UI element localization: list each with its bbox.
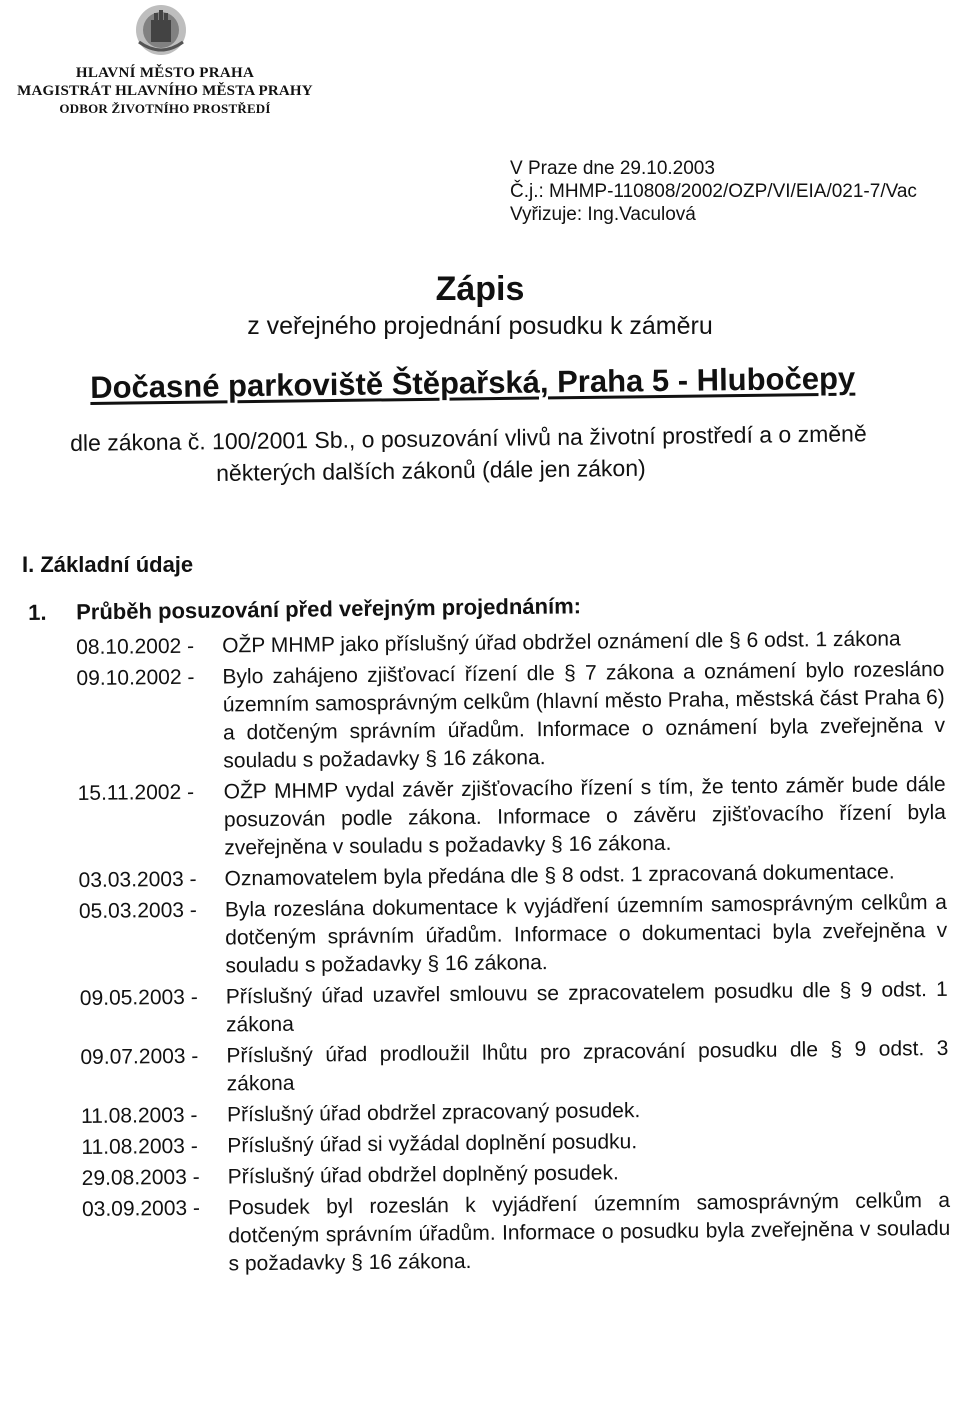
entry-text: Příslušný úřad prodloužil lhůtu pro zpracování posudku dle § 9 odst. 3 zákona: [226, 1036, 949, 1096]
entry-text: Příslušný úřad obdržel doplněný posudek.: [227, 1161, 619, 1189]
prague-coat-of-arms-logo: [133, 2, 189, 58]
timeline-list: [76, 625, 960, 1283]
header-magistrate: MAGISTRÁT HLAVNÍHO MĚSTA PRAHY: [17, 83, 313, 99]
entry-date: 11.08.2003 -: [80, 1103, 198, 1128]
document-subtitle: z veřejného projednání posudku k záměru: [247, 312, 713, 340]
subsection-number: 1.: [28, 599, 47, 625]
entry-text: OŽP MHMP jako příslušný úřad obdržel oznámení dle § 6 odst. 1 zákona: [222, 627, 901, 658]
entry-text: Posudek byl rozeslán k vyjádření územním samosprávným celkům a dotčeným správním úřadům. Informace o posudku byla zveřejněna v souladu s požadavky § 16 zákona.: [227, 1188, 951, 1276]
entry-date: 09.05.2003 -: [79, 985, 198, 1010]
entry-text: Oznamovatelem byla předána dle § 8 odst. 1 zpracovaná dokumentace.: [224, 860, 895, 891]
entry-date: 15.11.2002 -: [77, 780, 195, 805]
timeline-entry: [79, 889, 960, 982]
document-title: Zápis: [435, 270, 525, 308]
document-meta: [510, 157, 917, 226]
entry-date: 11.08.2003 -: [81, 1134, 198, 1159]
entry-text: Příslušný úřad obdržel zpracovaný posudek.: [226, 1099, 641, 1127]
timeline-entry: [80, 1035, 960, 1100]
header-department: ODBOR ŽIVOTNÍHO PROSTŘEDÍ: [59, 101, 271, 116]
reference-number: Č.j.: MHMP-110808/2002/OZP/VI/EIA/021-7/Vac: [510, 181, 917, 202]
header-city: HLAVNÍ MĚSTO PRAHA: [75, 65, 255, 81]
timeline-entry: [80, 976, 960, 1041]
subsection-title: Průběh posuzování před veřejným projednáním:: [75, 593, 582, 625]
entry-text: Byla rozeslána dokumentace k vyjádření územním samosprávným celkům a dotčeným správním úřadům. Informace o dokumentaci byla zveřejněna v souladu s požadavky § 16 zákona.: [224, 890, 948, 978]
handled-by: Vyřizuje: Ing.Vaculová: [510, 204, 696, 225]
entry-date: 09.10.2002 -: [76, 665, 195, 690]
timeline-entry: [82, 1187, 960, 1280]
section-heading: I. Základní údaje: [22, 552, 194, 577]
law-reference-line-1: dle zákona č. 100/2001 Sb., o posuzování vlivů na životní prostředí a o změně: [70, 420, 867, 456]
entry-date: 29.08.2003 -: [81, 1165, 200, 1190]
entry-text: OŽP MHMP vydal závěr zjišťovacího řízení s tím, že tento záměr bude dále posuzován podle zákona. Informace o závěru zjišťovacího řízení byla zveřejněna v souladu s požadavky § 16 zákona.: [223, 772, 947, 860]
entry-text: Příslušný úřad si vyžádal doplnění posudku.: [227, 1130, 638, 1158]
entry-date: 05.03.2003 -: [78, 898, 197, 923]
document-date: V Praze dne 29.10.2003: [510, 158, 715, 179]
law-reference-line-2: některých dalších zákonů (dále jen zákon): [216, 454, 646, 486]
office-header: [0, 64, 330, 118]
entry-text: Příslušný úřad uzavřel smlouvu se zpracovatelem posudku dle § 9 odst. 1 zákona: [225, 977, 948, 1037]
entry-date: 09.07.2003 -: [80, 1044, 199, 1069]
subsection-heading: [28, 593, 581, 626]
entry-date: 03.03.2003 -: [78, 867, 197, 892]
timeline-entry: [78, 771, 959, 864]
entry-text: Bylo zahájeno zjišťovací řízení dle § 7 zákona a oznámení bylo rozesláno územním samosprávným celkům (hlavní město Praha, městská část Praha 6) a dotčeným správním úřadům. Informace o oznámení byla zveřejněna v souladu s požadavky § 16 zákona.: [222, 657, 946, 773]
entry-date: 03.09.2003 -: [81, 1196, 201, 1221]
timeline-entry: [76, 656, 957, 777]
project-name: Dočasné parkoviště Štěpařská, Praha 5 - Hlubočepy: [90, 360, 856, 405]
entry-date: 08.10.2002 -: [76, 634, 195, 659]
